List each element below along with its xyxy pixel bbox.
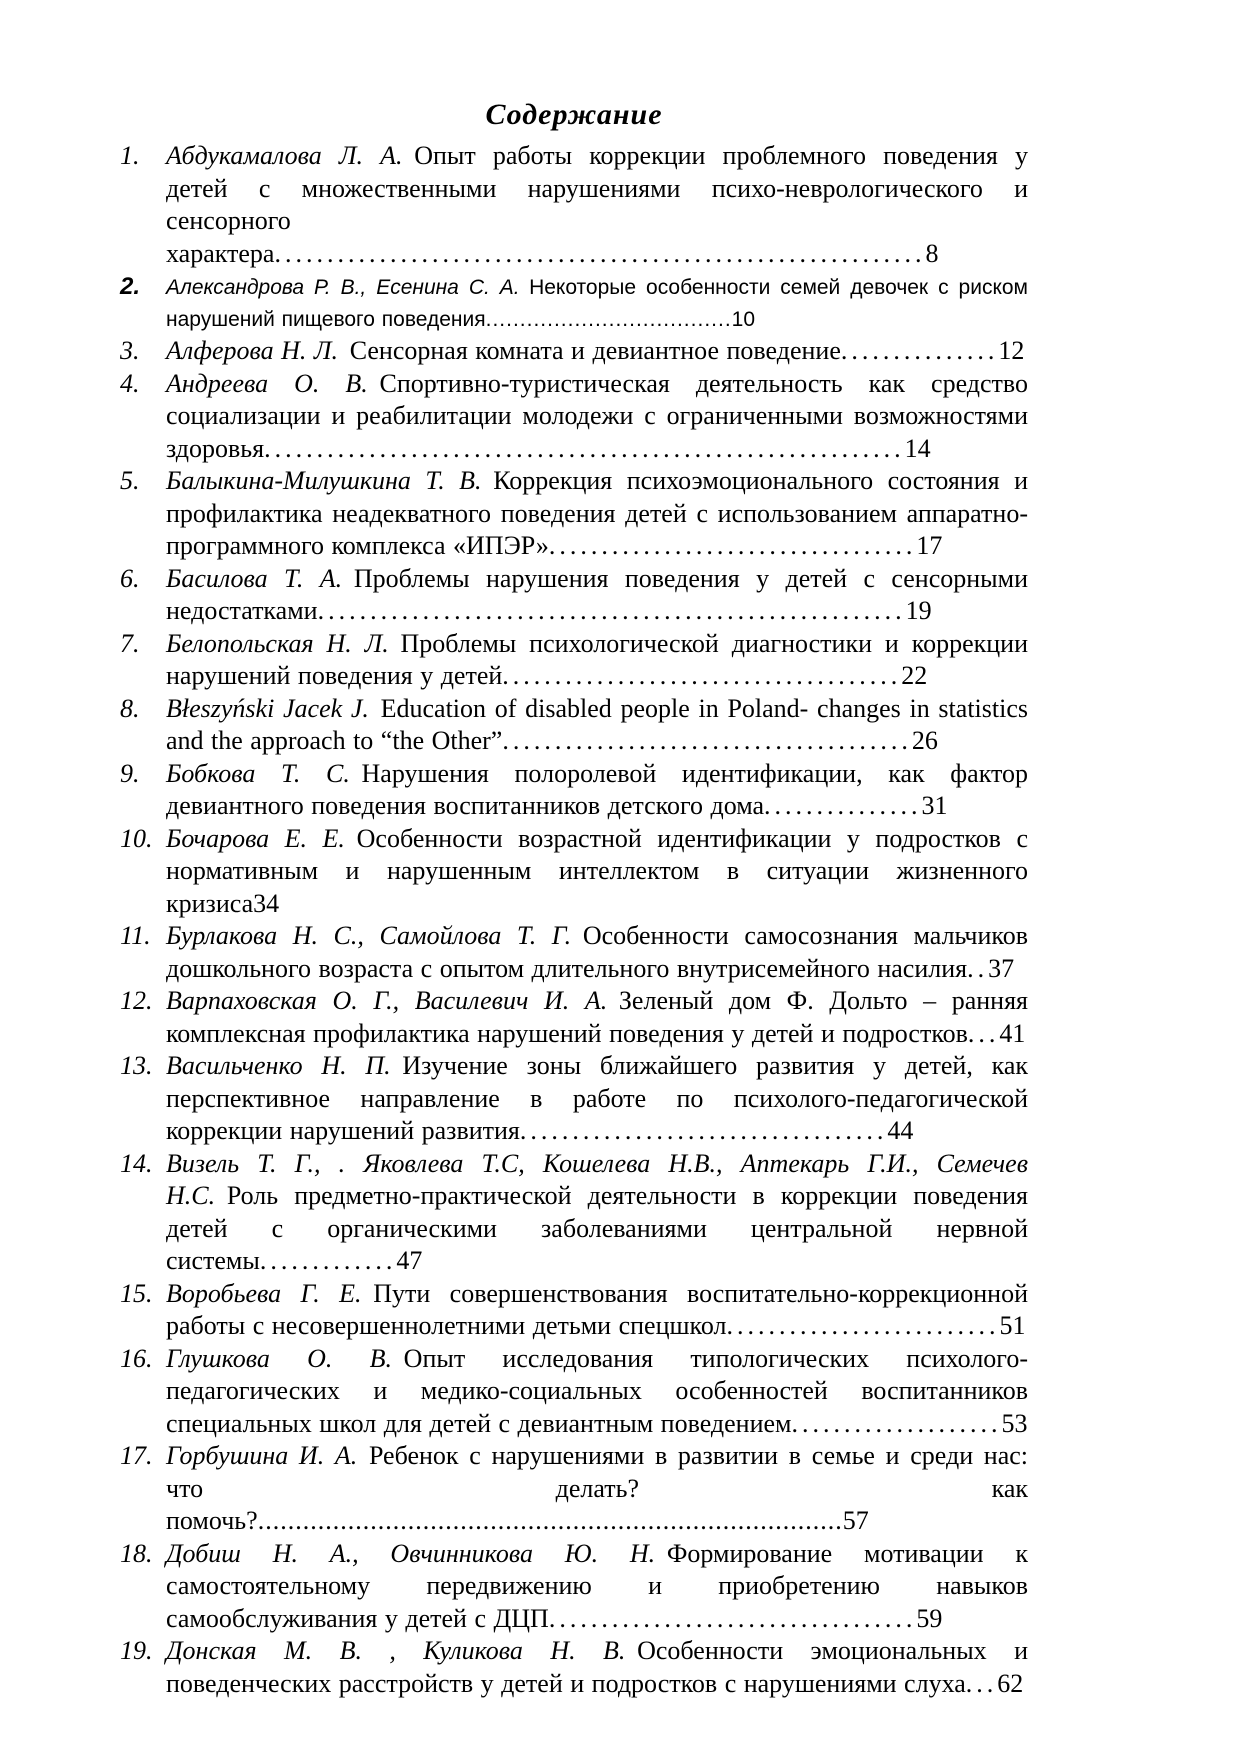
entry-authors: Александрова Р. В., Есенина С. А. xyxy=(166,276,520,299)
toc-entry xyxy=(120,335,1028,368)
entry-number: 9. xyxy=(120,758,140,788)
entry-authors: Горбушина И. А. xyxy=(166,1441,358,1471)
entry-number: 5. xyxy=(120,466,140,496)
entry-authors: Абдукамалова Л. А. xyxy=(166,141,403,170)
entry-title-text: Спортивно-туристическая деятельность как средство социализации и реабилитации молодежи с ограниченными возможностями здоровья xyxy=(166,368,1028,463)
entry-authors: Бобкова Т. С. xyxy=(166,758,350,788)
leader-dots: ........................................................ xyxy=(317,596,906,626)
toc-entry xyxy=(120,465,1028,563)
toc-entry xyxy=(120,628,1028,693)
entry-authors: Błeszyński Jacek J. xyxy=(166,693,369,723)
toc-entry xyxy=(120,1278,1028,1343)
entry-page-number: 34 xyxy=(253,888,280,918)
entry-title-text: Особенности самосознания мальчиков дошкольного возраста с опытом длительного внутрисемейного насилия xyxy=(166,921,1028,983)
leader-dots: .................................... xyxy=(485,307,732,331)
entry-number: 3. xyxy=(120,336,140,366)
entry-number: 17. xyxy=(120,1441,153,1471)
leader-dots: ................................... xyxy=(519,1116,888,1146)
entry-authors: Алферова Н. Л. xyxy=(166,336,339,366)
entry-number: 11. xyxy=(120,921,151,951)
page-title: Содержание xyxy=(485,98,663,131)
entry-number: 7. xyxy=(120,628,140,658)
entry-page-number: 62 xyxy=(997,1668,1024,1698)
toc-list xyxy=(120,140,1028,1700)
entry-title-text: Нарушения полоролевой идентификации, как фактор девиантного поведения воспитанников детского дома xyxy=(166,758,1028,821)
toc-entry xyxy=(120,758,1028,823)
entry-page-number: 51 xyxy=(999,1311,1026,1341)
entry-page-number: 19 xyxy=(905,596,932,626)
entry-authors: Белопольская Н. Л. xyxy=(166,628,389,658)
leader-dots: ............... xyxy=(840,336,999,366)
entry-title-text: Опыт исследования типологических психолого-педагогических и медико-социальных особенностей воспитанников специальных школ для детей с девиантным поведением xyxy=(166,1343,1028,1438)
entry-number: 1. xyxy=(120,141,140,170)
entry-number: 18. xyxy=(120,1538,153,1568)
entry-title-text: Ребенок с нарушениями в развитии в семье и среди нас: что делать? как помочь? xyxy=(166,1441,1028,1536)
toc-entry xyxy=(120,823,1028,921)
entry-page-number: 59 xyxy=(916,1603,943,1633)
leader-dots: ... xyxy=(967,1018,1000,1048)
leader-dots: .......................... xyxy=(726,1311,1000,1341)
leader-dots: ...................................... xyxy=(502,661,902,691)
toc-entry xyxy=(120,270,1028,335)
entry-authors: Воробьева Г. Е. xyxy=(166,1278,362,1308)
entry-authors: Бурлакова Н. С., Самойлова Т. Г. xyxy=(166,921,572,951)
entry-page-number: 26 xyxy=(911,726,938,756)
toc-entry xyxy=(120,1148,1028,1278)
entry-number: 16. xyxy=(120,1343,153,1373)
entry-authors: Балыкина-Милушкина Т. В. xyxy=(166,466,482,496)
entry-authors: Васильченко Н. П. xyxy=(166,1051,391,1081)
entry-authors: Андреева О. В. xyxy=(166,368,368,398)
toc-entry xyxy=(120,1538,1028,1636)
leader-dots: .................... xyxy=(791,1408,1002,1438)
toc-entry xyxy=(120,368,1028,466)
toc-entry xyxy=(120,563,1028,628)
entry-page-number: 17 xyxy=(916,531,943,561)
toc-entry xyxy=(120,140,1028,270)
entry-authors: Басилова Т. А. xyxy=(166,563,343,593)
entry-number: 15. xyxy=(120,1278,153,1308)
leader-dots: ................................... xyxy=(548,531,917,561)
entry-title-text: Роль предметно-практической деятельности в коррекции поведения детей с органическими заболеваниями центральной нервной системы xyxy=(166,1181,1028,1276)
entry-authors: Бочарова Е. Е. xyxy=(166,823,345,853)
entry-authors: Варпаховская О. Г., Василевич И. А. xyxy=(166,986,608,1016)
entry-page-number: 10 xyxy=(731,307,756,331)
entry-page-number: 53 xyxy=(1001,1408,1028,1438)
entry-page-number: 37 xyxy=(988,953,1015,983)
entry-page-number: 44 xyxy=(887,1116,914,1146)
entry-number: 19. xyxy=(120,1636,153,1666)
leader-dots: ............................................................. xyxy=(264,433,905,463)
leader-dots: ... xyxy=(965,1668,998,1698)
leader-dots: .............................................................................. xyxy=(257,1506,843,1536)
entry-page-number: 41 xyxy=(999,1018,1026,1048)
entry-title-text: Особенности эмоциональных и поведенческих расстройств у детей и подростков с нарушениями слуха xyxy=(166,1636,1028,1698)
entry-number: 2. xyxy=(120,273,141,300)
entry-number: 12. xyxy=(120,986,153,1016)
entry-title-text: Некоторые особенности семей девочек с риском нарушений пищевого поведения xyxy=(166,276,1028,331)
entry-title-text: Сенсорная комната и девиантное поведение xyxy=(349,336,841,366)
entry-page-number: 14 xyxy=(904,433,931,463)
entry-authors: Добиш Н. А., Овчинникова Ю. Н. xyxy=(166,1538,656,1568)
entry-page-number: 31 xyxy=(921,791,948,821)
entry-authors: Глушкова О. В. xyxy=(166,1343,392,1373)
entry-title-text: Проблемы нарушения поведения у детей с сенсорными недостатками xyxy=(166,563,1028,626)
entry-title-text: Проблемы психологической диагностики и коррекции нарушений поведения у детей xyxy=(166,628,1028,691)
toc-entry xyxy=(120,920,1028,985)
leader-dots: ................................... xyxy=(548,1603,917,1633)
entry-title-text: Education of disabled people in Poland- changes in statistics and the approach to “the Other” xyxy=(166,693,1028,756)
entry-title-text: Пути совершенствования воспитательно-коррекционной работы с несовершеннолетними детьми спецшкол xyxy=(166,1278,1029,1341)
leader-dots: ............... xyxy=(764,791,922,821)
entry-title-text: Опыт работы коррекции проблемного поведения у детей с множественными нарушениями психо-неврологического и сенсорного характера xyxy=(166,141,1028,268)
toc-entry xyxy=(120,1050,1028,1148)
entry-authors: Визель Т. Г., . Яковлева Т.С, Кошелева Н.В., Аптекарь Г.И., Семечев Н.С. xyxy=(166,1148,1028,1211)
entry-number: 6. xyxy=(120,563,140,593)
entry-page-number: 8 xyxy=(925,238,939,268)
toc-entry xyxy=(120,1343,1028,1441)
entry-title-text: Формирование мотивации к самостоятельному передвижению и приобретению навыков самообслуживания у детей с ДЦП xyxy=(166,1538,1029,1633)
entry-page-number: 57 xyxy=(842,1506,869,1536)
entry-authors: Донская М. В. , Куликова Н. В. xyxy=(166,1636,626,1666)
toc-entry xyxy=(120,985,1028,1050)
entry-number: 4. xyxy=(120,368,140,398)
entry-number: 10. xyxy=(120,823,153,853)
entry-title-text: Особенности возрастной идентификации у подростков с нормативным и нарушенным интеллектом в ситуации жизненного кризиса xyxy=(166,823,1028,918)
toc-entry xyxy=(120,693,1028,758)
leader-dots: ....................................... xyxy=(502,726,912,756)
leader-dots: .. xyxy=(967,953,989,983)
entry-number: 13. xyxy=(120,1051,153,1081)
entry-page-number: 47 xyxy=(396,1246,423,1276)
entry-number: 14. xyxy=(120,1148,153,1178)
leader-dots: ............. xyxy=(259,1246,397,1276)
entry-title-text: Коррекция психоэмоционального состояния и профилактика неадекватного поведения детей с использованием аппаратно-программного комплекса «ИПЭР» xyxy=(166,466,1028,561)
leader-dots: .............................................................. xyxy=(274,238,926,268)
entry-number: 8. xyxy=(120,693,140,723)
toc-entry xyxy=(120,1635,1028,1700)
entry-page-number: 12 xyxy=(998,336,1025,366)
entry-title-text: Изучение зоны ближайшего развития у детей, как перспективное направление в работе по психолого-педагогической коррекции нарушений развития xyxy=(166,1051,1028,1146)
entry-title-text: Зеленый дом Ф. Дольто – ранняя комплексная профилактика нарушений поведения у детей и подростков xyxy=(166,986,1028,1048)
entry-page-number: 22 xyxy=(901,661,928,691)
toc-entry xyxy=(120,1440,1028,1538)
